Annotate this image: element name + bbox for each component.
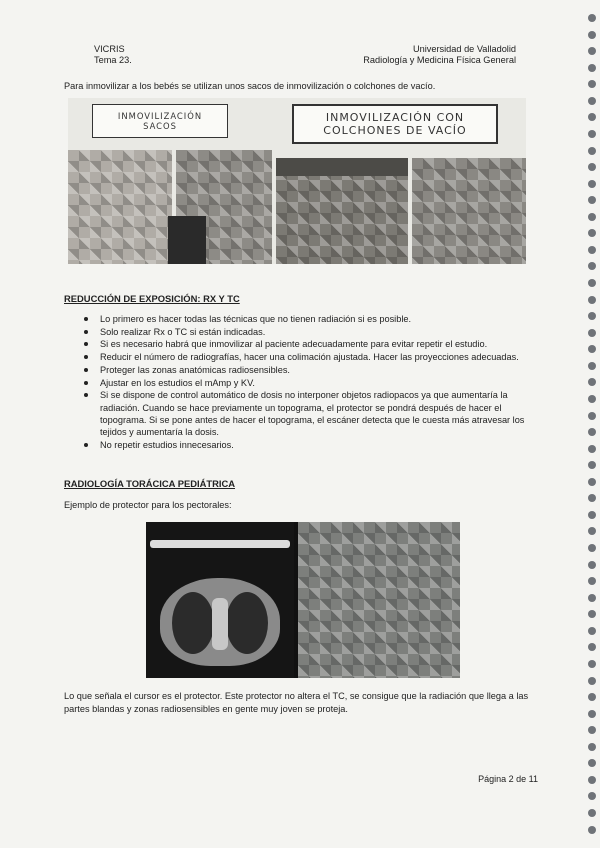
header-right	[363, 44, 516, 66]
list-item: No repetir estudios innecesarios.	[84, 439, 548, 451]
list-item: Si se dispone de control automático de dosis no interponer objetos radiopacos ya que aumentaría la radiación. Cuando se hace previamente un topograma, el protector se pondrá después de hacer el topograma. Si se pone antes de hacer el topograma, el escáner detecta que le cuesta más atravesar los tejidos y aumentaría la dosis.	[84, 389, 548, 439]
photo-vacuum-mattress-edge	[276, 158, 408, 176]
photo-bag-dark-detail	[168, 216, 206, 264]
header-topic: Tema 23.	[94, 55, 132, 65]
label-vacuum-mattress	[292, 104, 498, 144]
label-bags-line1: INMOVILIZACIÓN	[117, 111, 203, 121]
header-university: Universidad de Valladolid	[413, 44, 516, 54]
figure-chest-protector	[146, 522, 460, 678]
label-bags-line2: SACOS	[143, 121, 177, 131]
exposure-bullet-list	[84, 313, 548, 452]
list-item: Si es necesario habrá que inmovilizar al paciente adecuadamente para evitar repetir el estudio.	[84, 338, 548, 350]
protector-caption: Lo que señala el cursor es el protector. Este protector no altera el TC, se consigue que la radiación que llega a las partes blandas y zonas radiosensibles en gente muy joven se proteja.	[64, 691, 529, 714]
ct-left-lung	[226, 592, 268, 654]
photo-vacuum-mattress-2	[412, 158, 526, 264]
list-item: Solo realizar Rx o TC si están indicadas.	[84, 326, 548, 338]
header-course: VICRIS	[94, 44, 125, 54]
intro-paragraph: Para inmovilizar a los bebés se utilizan unos sacos de inmovilización o colchones de vacío.	[64, 81, 436, 91]
ct-mediastinum	[212, 598, 228, 650]
list-item: Reducir el número de radiografías, hacer una colimación ajustada. Hacer las proyecciones adecuadas.	[84, 351, 548, 363]
list-item: Lo primero es hacer todas las técnicas que no tienen radiación si es posible.	[84, 313, 548, 325]
photo-bag-baby-1	[68, 150, 172, 264]
header-left	[94, 44, 132, 66]
ct-scan-image	[146, 522, 294, 678]
list-item: Proteger las zonas anatómicas radiosensibles.	[84, 364, 548, 376]
binding-holes	[588, 0, 598, 848]
topogram-image	[298, 522, 460, 678]
section-exposure-heading: REDUCCIÓN DE EXPOSICIÓN: RX Y TC	[64, 293, 240, 304]
protector-intro: Ejemplo de protector para los pectorales:	[64, 500, 232, 510]
label-vacuum-line2: COLCHONES DE VACÍO	[323, 124, 467, 137]
header-department: Radiología y Medicina Física General	[363, 55, 516, 65]
label-vacuum-line1: INMOVILIZACIÓN CON	[325, 111, 465, 124]
label-bags	[92, 104, 228, 138]
list-item: Ajustar en los estudios el mAmp y KV.	[84, 377, 548, 389]
section-thoracic-heading: RADIOLOGÍA TORÁCICA PEDIÁTRICA	[64, 478, 236, 489]
page-number: Página 2 de 11	[478, 774, 538, 784]
ct-right-lung	[172, 592, 214, 654]
ct-protector-strip	[150, 540, 290, 548]
